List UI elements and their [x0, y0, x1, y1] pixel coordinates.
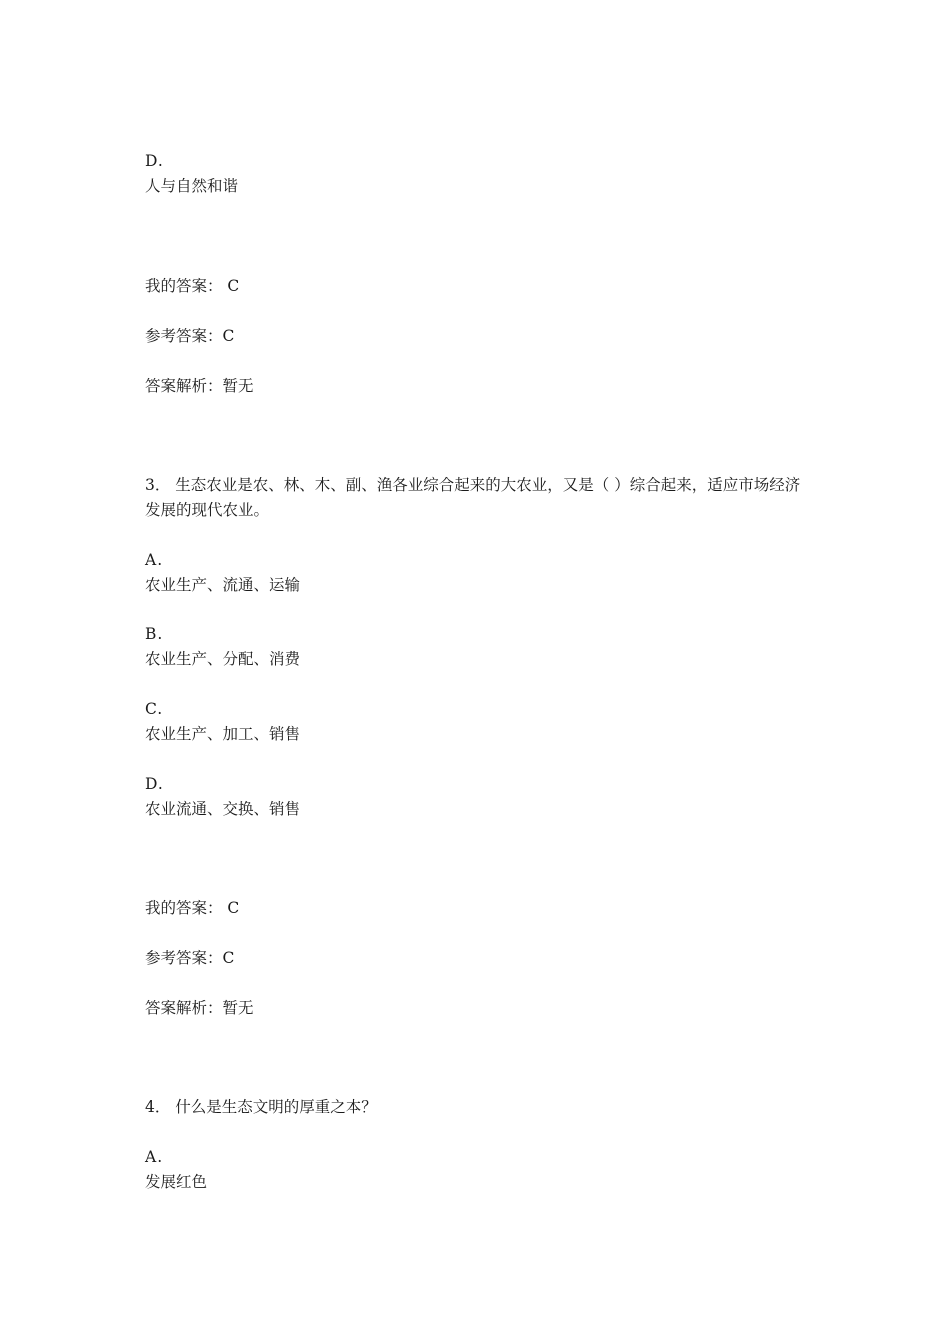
q3-my-answer: 我的答案： C — [145, 899, 240, 917]
q2-reference-answer: 参考答案：C — [145, 327, 235, 345]
q3-option-d-letter: D. — [145, 775, 164, 793]
q2-answer-analysis: 答案解析：暂无 — [145, 377, 254, 395]
q3-reference-answer: 参考答案：C — [145, 949, 235, 967]
q3-option-d-text: 农业流通、交换、销售 — [145, 800, 301, 818]
q3-option-b-text: 农业生产、分配、消费 — [145, 650, 301, 668]
q3-option-c-text: 农业生产、加工、销售 — [145, 725, 301, 743]
q2-option-d-letter: D. — [145, 152, 164, 170]
q3-option-a-text: 农业生产、流通、运输 — [145, 576, 301, 594]
q3-question-stem: 3． 生态农业是农、林、木、副、渔各业综合起来的大农业，又是（ ）综合起来，适应市场经济发展的现代农业。 — [145, 476, 801, 519]
q3-answer-analysis: 答案解析：暂无 — [145, 999, 254, 1017]
q4-option-a-letter: A. — [145, 1148, 164, 1166]
q3-option-a-letter: A. — [145, 551, 164, 569]
q3-option-b-letter: B. — [145, 625, 164, 643]
q2-my-answer: 我的答案： C — [145, 277, 240, 295]
q3-option-c-letter: C. — [145, 700, 164, 718]
q2-option-d-text: 人与自然和谐 — [145, 177, 239, 195]
q4-option-a-text: 发展红色 — [145, 1173, 208, 1191]
q4-question-stem: 4． 什么是生态文明的厚重之本？ — [145, 1098, 377, 1116]
